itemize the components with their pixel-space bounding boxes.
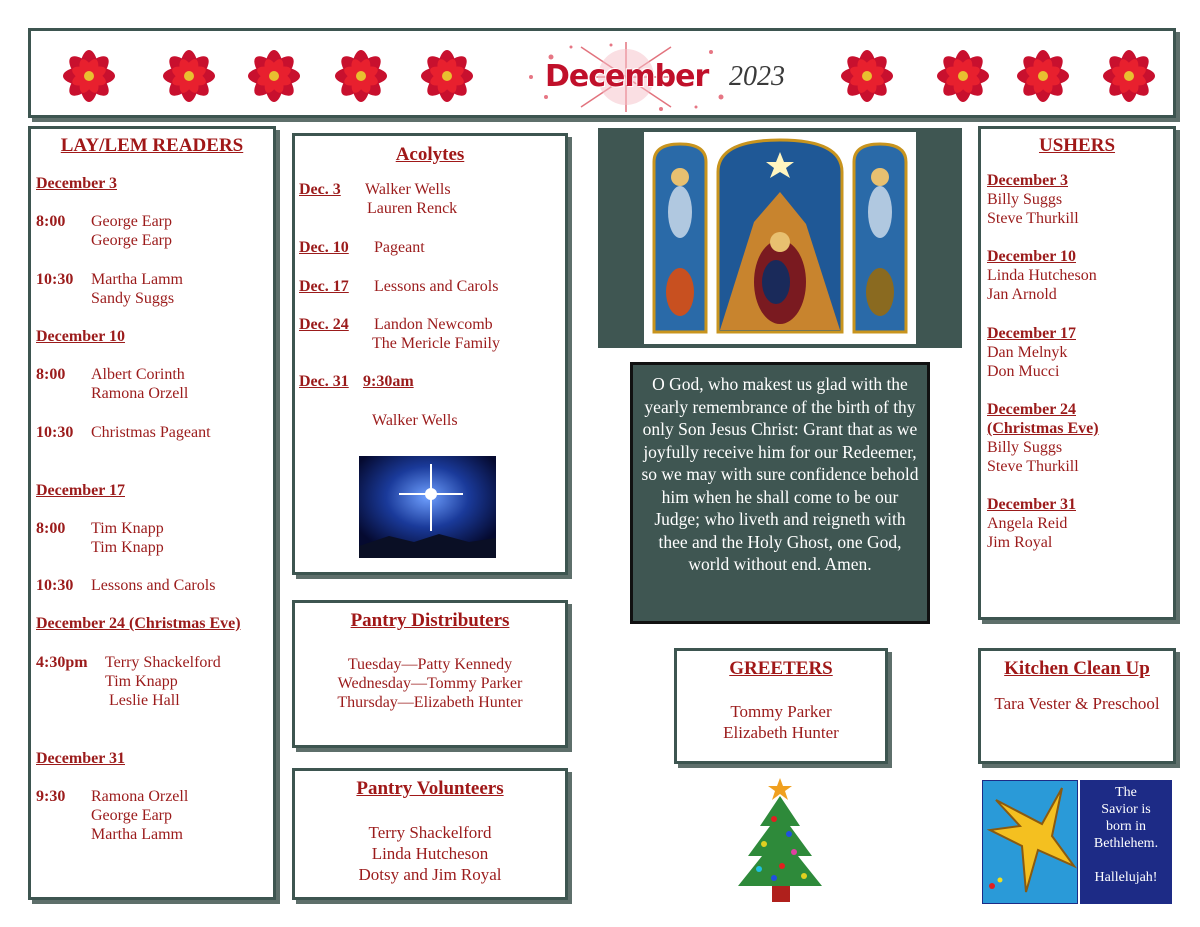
- ushers-title: USHERS: [1038, 135, 1116, 156]
- readers-title: LAY/LEM READERS: [60, 135, 244, 156]
- reader-time: 9:30: [36, 788, 66, 805]
- greeter-name: Tommy Parker: [730, 702, 832, 721]
- usher-date: December 31: [987, 496, 1076, 513]
- savior-line: Bethlehem.: [1093, 836, 1159, 851]
- greeters-panel: [674, 648, 888, 764]
- reader-time: 4:30pm: [36, 654, 88, 671]
- christmas-tree-icon: [734, 774, 830, 906]
- kitchen-line: Tara Vester & Preschool: [994, 694, 1160, 713]
- acolyte-date: Dec. 3: [299, 181, 341, 198]
- distributer-line: Thursday—Elizabeth Hunter: [337, 694, 523, 711]
- reader-name: Tim Knapp: [105, 673, 178, 690]
- readers-date-dec31: December 31: [36, 750, 125, 767]
- savior-line: Savior is: [1101, 802, 1151, 817]
- usher-name: Linda Hutcheson: [987, 267, 1097, 284]
- savior-line: born in: [1105, 819, 1147, 834]
- month-title: December: [545, 59, 709, 94]
- greeters-title: GREETERS: [729, 658, 833, 679]
- poinsettia-icon: [321, 39, 401, 113]
- usher-name: Billy Suggs: [987, 439, 1063, 456]
- reader-name: Ramona Orzell: [91, 788, 189, 805]
- volunteer-line: Dotsy and Jim Royal: [358, 865, 502, 884]
- greeter-name: Elizabeth Hunter: [723, 723, 839, 742]
- usher-name: Angela Reid: [987, 515, 1068, 532]
- reader-time: 8:00: [36, 366, 66, 383]
- ushers-panel: [978, 126, 1176, 620]
- reader-name: Martha Lamm: [91, 271, 183, 288]
- reader-time: 8:00: [36, 213, 66, 230]
- readers-date-dec3: December 3: [36, 175, 117, 192]
- kitchen-panel: [978, 648, 1176, 764]
- acolyte-date: Dec. 31: [299, 373, 349, 390]
- volunteer-line: Terry Shackelford: [368, 823, 492, 842]
- usher-name: Dan Melnyk: [987, 344, 1068, 361]
- acolyte-name: Lauren Renck: [367, 200, 458, 217]
- acolytes-title: Acolytes: [395, 144, 465, 165]
- star-painting-image: [982, 780, 1078, 904]
- pantry-volunteers-panel: [292, 768, 568, 900]
- kitchen-title: Kitchen Clean Up: [1004, 658, 1150, 679]
- reader-name: George Earp: [91, 213, 172, 230]
- reader-time: 10:30: [36, 271, 74, 288]
- poinsettia-icon: [1003, 39, 1083, 113]
- usher-date: December 3: [987, 172, 1068, 189]
- usher-name: Jim Royal: [987, 534, 1053, 551]
- poinsettia-icon: [407, 39, 487, 113]
- poinsettia-icon: [827, 39, 907, 113]
- reader-name: Tim Knapp: [91, 520, 164, 537]
- distributer-line: Tuesday—Patty Kennedy: [347, 656, 513, 673]
- reader-name: Sandy Suggs: [91, 290, 175, 307]
- reader-name: Ramona Orzell: [91, 385, 189, 402]
- volunteer-line: Linda Hutcheson: [371, 844, 489, 863]
- usher-name: Jan Arnold: [987, 286, 1057, 303]
- reader-time: 10:30: [36, 424, 74, 441]
- pantry-distributers-title: Pantry Distributers: [350, 610, 510, 631]
- acolyte-name: Landon Newcomb: [374, 316, 493, 333]
- reader-name: Lessons and Carols: [91, 577, 216, 594]
- reader-name: Leslie Hall: [109, 692, 180, 709]
- acolyte-date: Dec. 10: [299, 239, 349, 256]
- usher-name: Steve Thurkill: [987, 458, 1079, 475]
- reader-name: George Earp: [91, 807, 172, 824]
- year-title: 2023: [729, 61, 785, 92]
- acolyte-name: Pageant: [374, 239, 425, 256]
- savior-line: The: [1115, 785, 1137, 800]
- poinsettia-icon: [923, 39, 1003, 113]
- savior-line: Hallelujah!: [1094, 870, 1158, 885]
- reader-name: Tim Knapp: [91, 539, 164, 556]
- acolyte-date: Dec. 24: [299, 316, 349, 333]
- poinsettia-icon: [1089, 39, 1169, 113]
- nativity-image-frame: [598, 128, 962, 348]
- readers-date-dec24: December 24 (Christmas Eve): [36, 615, 241, 632]
- savior-message-box: [1080, 780, 1172, 904]
- reader-name: Martha Lamm: [91, 826, 183, 843]
- usher-date: December 24: [987, 401, 1076, 418]
- readers-panel: [28, 126, 276, 900]
- prayer-text: O God, who makest us glad with the yearly remembrance of the birth of thy only Son Jesus Christ: Grant that as we joyfully receive him for our Redeemer, so we may with sure confidence behold him when he shall come to be our Judge; who liveth and reigneth with thee and the Holy Ghost, one God, world without end. Amen.: [641, 374, 919, 574]
- usher-date: December 10: [987, 248, 1076, 265]
- reader-time: 10:30: [36, 577, 74, 594]
- acolytes-panel: [292, 133, 568, 575]
- collect-prayer-box: [630, 362, 930, 624]
- pantry-volunteers-title: Pantry Volunteers: [356, 778, 504, 799]
- usher-name: Steve Thurkill: [987, 210, 1079, 227]
- acolyte-time: 9:30am: [363, 373, 414, 390]
- acolyte-name: Lessons and Carols: [374, 278, 499, 295]
- reader-time: 8:00: [36, 520, 66, 537]
- usher-name: Billy Suggs: [987, 191, 1063, 208]
- readers-date-dec17: December 17: [36, 482, 125, 499]
- pantry-distributers-panel: [292, 600, 568, 748]
- acolyte-name: The Mericle Family: [372, 335, 500, 352]
- poinsettia-icon: [234, 39, 314, 113]
- reader-name: George Earp: [91, 232, 172, 249]
- acolyte-name: Walker Wells: [365, 181, 451, 198]
- readers-date-dec10: December 10: [36, 328, 125, 345]
- star-night-image: [359, 456, 496, 558]
- usher-name: Don Mucci: [987, 363, 1060, 380]
- acolyte-date: Dec. 17: [299, 278, 349, 295]
- usher-date: December 17: [987, 325, 1076, 342]
- usher-date-note: (Christmas Eve): [987, 420, 1099, 437]
- reader-name: Terry Shackelford: [105, 654, 221, 671]
- nativity-icon-image: [644, 132, 916, 344]
- poinsettia-icon: [149, 39, 229, 113]
- distributer-line: Wednesday—Tommy Parker: [337, 675, 523, 692]
- reader-name: Christmas Pageant: [91, 424, 211, 441]
- header-banner: [28, 28, 1176, 118]
- reader-name: Albert Corinth: [91, 366, 185, 383]
- poinsettia-icon: [49, 39, 129, 113]
- acolyte-name: Walker Wells: [372, 412, 458, 429]
